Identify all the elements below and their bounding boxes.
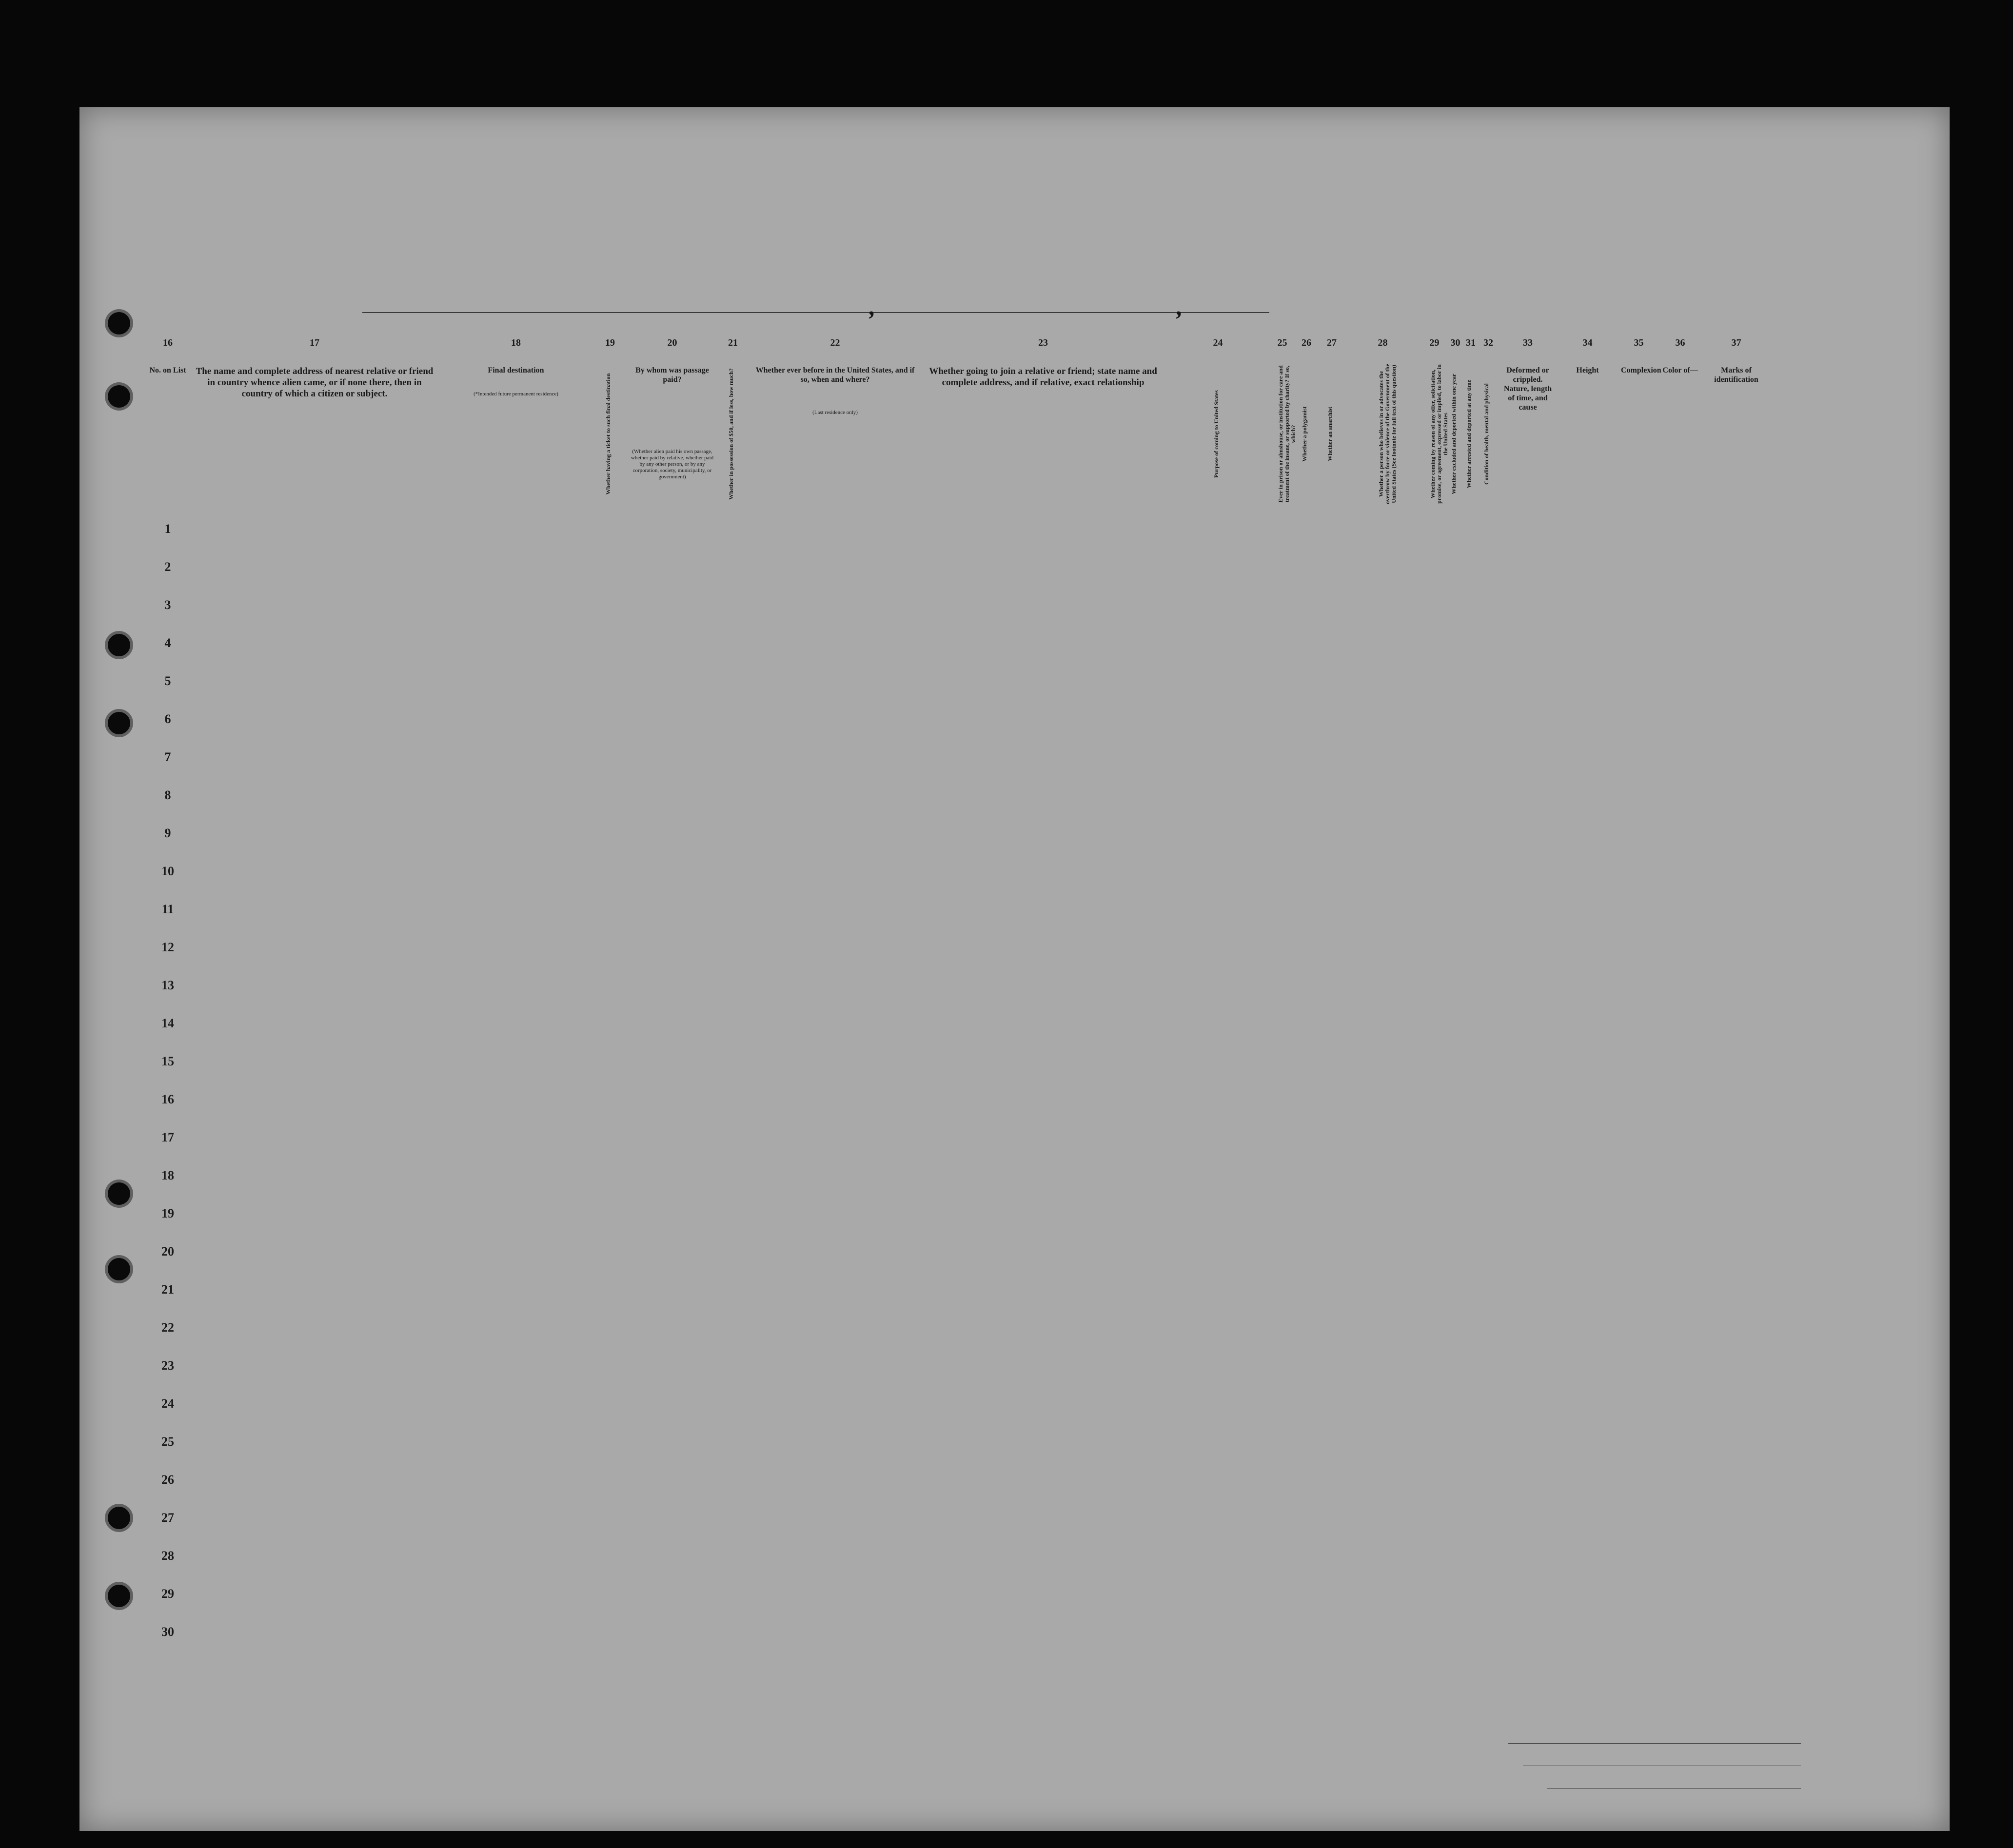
- column-header-22: Whether ever before in the United States, and if so, when and where?: [755, 366, 915, 384]
- row-number: 3: [164, 598, 171, 612]
- comma-mark: ,: [869, 293, 876, 320]
- column-number-27: 27: [1327, 337, 1337, 348]
- row-number: 18: [161, 1168, 174, 1182]
- column-header-32: Condition of health, mental and physical: [1483, 383, 1490, 485]
- column-header-16: No. on List: [149, 366, 186, 374]
- row-number: 27: [161, 1511, 174, 1525]
- row-number: 20: [161, 1244, 174, 1258]
- column-header-17: The name and complete address of nearest relative or friend in country whence alien came, or if none there, then in country of which a citizen or subject.: [196, 366, 434, 399]
- row-number: 4: [164, 636, 171, 650]
- column-header-33: Deformed or crippled. Nature, length of time, and cause: [1503, 366, 1552, 412]
- row-number: 22: [161, 1320, 174, 1335]
- manifest-sheet: [79, 107, 1950, 1831]
- column-header-37: Marks of identification: [1714, 366, 1758, 384]
- column-number-34: 34: [1582, 337, 1593, 348]
- row-number: 6: [164, 712, 171, 726]
- row-number: 29: [161, 1587, 174, 1601]
- column-header-26: Whether a polygamist: [1301, 406, 1308, 462]
- row-number: 16: [161, 1092, 174, 1106]
- column-number-30: 30: [1450, 337, 1460, 348]
- column-header-24: Purpose of coming to United States: [1212, 390, 1220, 478]
- row-number: 26: [161, 1473, 174, 1487]
- row-number: 23: [161, 1358, 174, 1373]
- column-header-20: By whom was passage paid?: [635, 366, 709, 384]
- column-number-22: 22: [830, 337, 840, 348]
- column-number-36: 36: [1675, 337, 1685, 348]
- row-number: 17: [161, 1130, 174, 1144]
- column-number-37: 37: [1731, 337, 1741, 348]
- row-number: 2: [164, 560, 171, 574]
- column-subheader-18: (*Intended future permanent residence): [474, 391, 558, 397]
- agents-rule: [1547, 1788, 1801, 1789]
- row-number: 14: [161, 1016, 174, 1030]
- column-number-21: 21: [728, 337, 738, 348]
- row-number: 24: [161, 1396, 174, 1411]
- column-number-33: 33: [1523, 337, 1533, 348]
- line-rule: [1508, 1743, 1801, 1744]
- column-number-17: 17: [310, 337, 319, 348]
- column-number-18: 18: [511, 337, 521, 348]
- column-header-29: Whether coming by reason of any offer, solicitation, promise, or agreement, expressed or implied, to labor in the United States: [1429, 364, 1449, 504]
- column-header-35: Complexion: [1621, 366, 1661, 374]
- column-header-25: Ever in prison or almshouse, or institution for care and treatment of the insane, or supported by charity? If so, which?: [1277, 365, 1297, 503]
- row-number: 25: [161, 1435, 174, 1449]
- row-number: 5: [164, 674, 171, 688]
- column-number-35: 35: [1634, 337, 1644, 348]
- column-number-26: 26: [1302, 337, 1311, 348]
- column-number-31: 31: [1466, 337, 1476, 348]
- column-header-27: Whether an anarchist: [1326, 407, 1333, 461]
- column-header-19: Whether having a ticket to such final destination: [605, 373, 612, 495]
- row-number: 13: [161, 978, 174, 992]
- column-subheader-22: (Last residence only): [812, 410, 858, 415]
- column-subheader-20: (Whether alien paid his own passage, whether paid by relative, whether paid by any other person, or by any corporation, society, municipality, or government): [631, 449, 714, 480]
- column-number-19: 19: [605, 337, 615, 348]
- column-header-18: Final destination: [488, 366, 544, 374]
- column-header-23: Whether going to join a relative or friend; state name and complete address, and if relative, exact relationship: [929, 366, 1157, 388]
- row-number: 19: [161, 1206, 174, 1220]
- column-header-30: Whether excluded and deported within one year: [1450, 374, 1457, 494]
- column-number-25: 25: [1277, 337, 1287, 348]
- column-header-28: Whether a person who believes in or advocates the overthrow by force or violence of the Government of the United States (See footnote for full text of this question): [1377, 364, 1397, 504]
- column-header-21: Whether in possession of $50, and if less, how much?: [728, 368, 734, 500]
- column-header-36: Color of—: [1662, 366, 1698, 374]
- row-number: 7: [164, 750, 171, 764]
- column-number-20: 20: [667, 337, 677, 348]
- row-number: 15: [161, 1054, 174, 1068]
- row-number: 10: [161, 864, 174, 878]
- column-number-24: 24: [1213, 337, 1223, 348]
- row-number: 30: [161, 1625, 174, 1639]
- row-number: 12: [161, 940, 174, 954]
- column-number-16: 16: [163, 337, 173, 348]
- column-number-23: 23: [1038, 337, 1048, 348]
- comma-mark-2: ,: [1177, 293, 1183, 320]
- column-number-32: 32: [1483, 337, 1493, 348]
- row-number: 28: [161, 1549, 174, 1563]
- column-number-28: 28: [1378, 337, 1388, 348]
- column-header-31: Whether arrested and deported at any time: [1465, 379, 1472, 489]
- row-number: 11: [161, 902, 174, 916]
- column-number-29: 29: [1429, 337, 1440, 348]
- row-number: 8: [164, 788, 171, 802]
- column-header-34: Height: [1576, 366, 1599, 374]
- row-number: 9: [164, 826, 171, 840]
- row-number: 1: [164, 522, 171, 536]
- row-number: 21: [161, 1282, 174, 1297]
